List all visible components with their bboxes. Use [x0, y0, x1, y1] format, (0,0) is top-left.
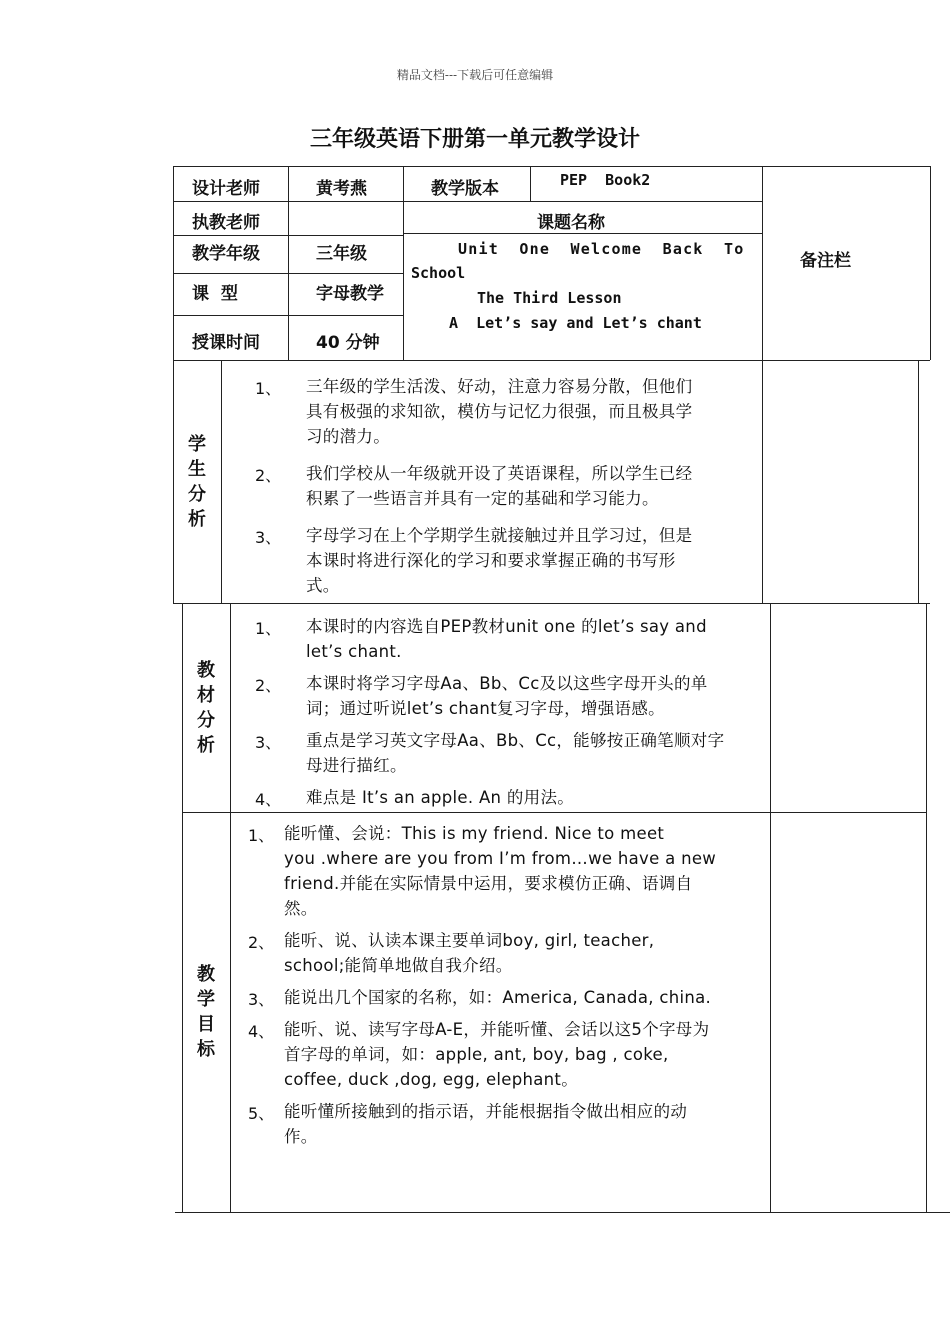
page-title: 三年级英语下册第一单元教学设计: [309, 127, 640, 152]
grade-value: 三年级: [316, 244, 367, 264]
list-item-number: 4、: [248, 1022, 275, 1041]
teaching-goals-label: 教 学 目 标: [197, 964, 215, 1060]
list-item: 能听、说、认读本课主要单词boy, girl, teacher, school;能简单地做自我介绍。: [284, 931, 655, 975]
notes-column-label: 备注栏: [800, 251, 851, 271]
topic-line-4: A Let’s say and Let’s chant: [449, 314, 702, 332]
list-item: 能听、说、读写字母A-E，并能听懂、会话以这5个字母为 首字母的单词，如：apple, ant, boy, bag , coke, coffee, duck ,dog, egg, elephant。: [284, 1020, 710, 1089]
list-item-number: 2、: [248, 933, 275, 952]
list-item: 重点是学习英文字母Aa、Bb、Cc，能够按正确笔顺对字 母进行描红。: [306, 731, 725, 775]
designer-label: 设计老师: [192, 179, 260, 199]
version-value: PEP Book2: [560, 171, 651, 189]
list-item: 本课时将学习字母Aa、Bb、Cc及以这些字母开头的单 词；通过听说let’s chant复习字母，增强语感。: [306, 674, 708, 718]
list-item-number: 1、: [248, 826, 275, 845]
list-item-number: 2、: [255, 676, 282, 695]
list-item: 本课时的内容选自PEP教材unit one 的let’s say and let’s chant.: [306, 617, 707, 661]
topic-line-2: School: [411, 264, 466, 282]
header-note: 精品文档---下载后可任意编辑: [396, 68, 554, 82]
list-item: 难点是 It’s an apple. An 的用法。: [306, 788, 575, 807]
list-item-number: 2、: [255, 466, 282, 485]
version-label: 教学版本: [431, 179, 499, 199]
list-item: 字母学习在上个学期学生就接触过并且学习过，但是 本课时将进行深化的学习和要求掌握正确的书写形 式。: [306, 526, 693, 595]
list-item: 能说出几个国家的名称，如：America, Canada, china.: [284, 988, 712, 1007]
list-item-number: 3、: [248, 990, 275, 1009]
list-item-number: 3、: [255, 528, 282, 547]
student-analysis-label: 学 生 分 析: [188, 434, 206, 530]
list-item-number: 3、: [255, 733, 282, 752]
list-item: 三年级的学生活泼、好动，注意力容易分散，但他们 具有极强的求知欲，模仿与记忆力很强，而且极具学 习的潜力。: [306, 377, 693, 446]
teacher-label: 执教老师: [192, 213, 260, 233]
topic-line-1: Unit One Welcome Back To: [458, 240, 745, 258]
time-value: 40 分钟: [316, 333, 380, 353]
topic-label: 课题名称: [537, 213, 605, 233]
list-item-number: 5、: [248, 1104, 275, 1123]
list-item: 我们学校从一年级就开设了英语课程，所以学生已经 积累了一些语言并具有一定的基础和学习能力。: [306, 464, 693, 508]
type-label: 课 型: [192, 284, 238, 304]
list-item-number: 1、: [255, 379, 282, 398]
list-item: 能听懂、会说：This is my friend. Nice to meet you .where are you from I’m from…we have a new friend.并能在实际情景中运用，要求模仿正确、语调自 然。: [284, 824, 717, 918]
list-item: 能听懂所接触到的指示语，并能根据指令做出相应的动 作。: [284, 1102, 688, 1146]
topic-line-3: The Third Lesson: [477, 289, 622, 307]
material-analysis-label: 教 材 分 析: [197, 660, 215, 756]
list-item-number: 1、: [255, 619, 282, 638]
type-value: 字母教学: [316, 284, 384, 304]
grade-label: 教学年级: [192, 244, 260, 264]
time-label: 授课时间: [192, 333, 260, 353]
list-item-number: 4、: [255, 790, 282, 809]
designer-value: 黄考燕: [316, 179, 367, 199]
